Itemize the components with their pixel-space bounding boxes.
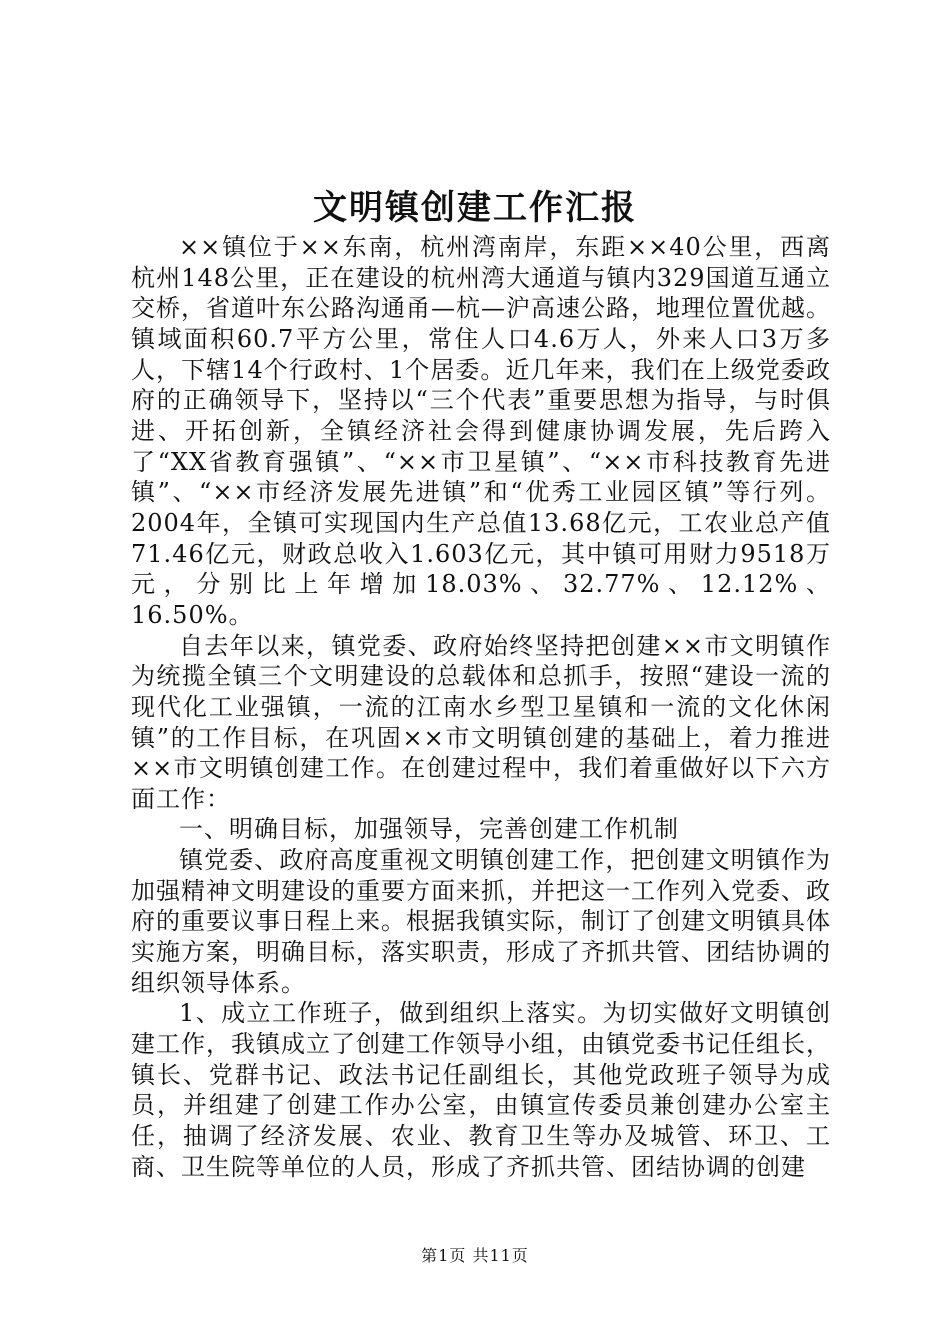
document-body — [131, 232, 831, 1182]
section-heading-1: 一、明确目标，加强领导，完善创建工作机制 — [179, 815, 679, 844]
paragraph-overview: ××镇位于××东南，杭州湾南岸，东距××40公里，西离杭州148公里，正在建设的杭州湾大通道与镇内329国道互通立交桥，省道叶东公路沟通甬—杭—沪高速公路，地理位置优越。镇域面积60.7平方公里，常住人口4.6万人，外来人口3万多人，下辖14个行政村、1个居委。近几年来，我们在上级党委政府的正确领导下，坚持以“三个代表”重要思想为指导，与时俱进、开拓创新，全镇经济社会得到健康协调发展，先后跨入了“XX省教育强镇”、“××市卫星镇”、“××市科技教育先进镇”、“××市经济发展先进镇”和“优秀工业园区镇”等行列。2004年，全镇可实现国内生产总值13.68亿元，工农业总产值71.46亿元，财政总收入1.603亿元，其中镇可用财力9518万元，分别比上年增加18.03%、32.77%、12.12%、16.50%。 — [131, 233, 831, 629]
document-title: 文明镇创建工作汇报 — [313, 188, 637, 228]
page-number-footer: 第1页 共11页 — [421, 1246, 529, 1265]
paragraph-intro-work: 自去年以来，镇党委、政府始终坚持把创建××市文明镇作为统揽全镇三个文明建设的总载体和总抓手，按照“建设一流的现代化工业强镇，一流的江南水乡型卫星镇和一流的文化休闲镇”的工作目标，在巩固××市文明镇创建的基础上，着力推进××市文明镇创建工作。在创建过程中，我们着重做好以下六方面工作： — [131, 631, 831, 813]
paragraph-section-1: 镇党委、政府高度重视文明镇创建工作，把创建文明镇作为加强精神文明建设的重要方面来抓，并把这一工作列入党委、政府的重要议事日程上来。根据我镇实际，制订了创建文明镇具体实施方案，明确目标，落实职责，形成了齐抓共管、团结协调的组织领导体系。 — [131, 846, 831, 997]
paragraph-item-1: 1、成立工作班子，做到组织上落实。为切实做好文明镇创建工作，我镇成立了创建工作领导小组，由镇党委书记任组长，镇长、党群书记、政法书记任副组长，其他党政班子领导为成员，并组建了创建工作办公室，由镇宣传委员兼创建办公室主任，抽调了经济发展、农业、教育卫生等办及城管、环卫、工商、卫生院等单位的人员，形成了齐抓共管、团结协调的创建 — [131, 999, 831, 1181]
